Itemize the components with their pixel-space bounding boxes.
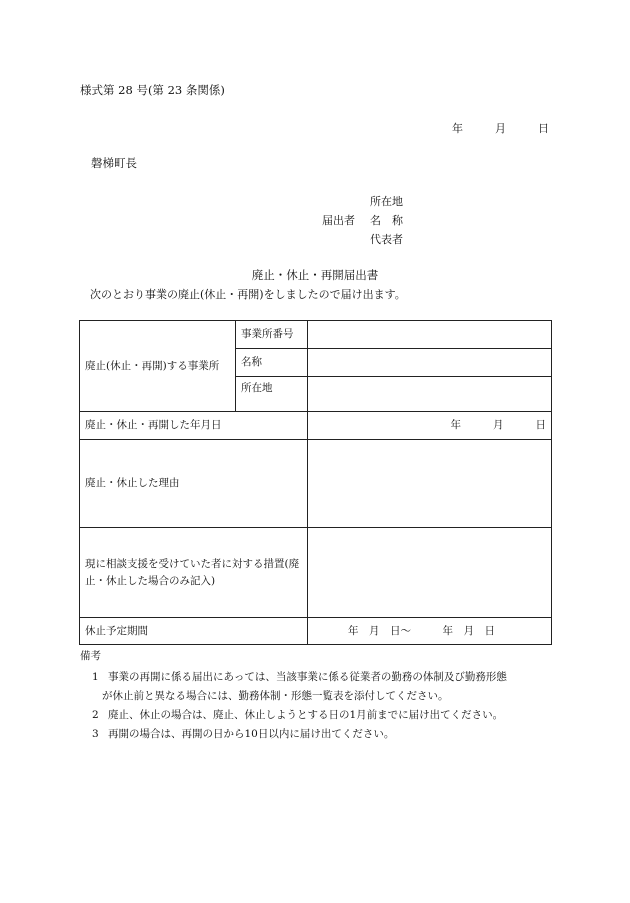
notification-table xyxy=(79,320,552,645)
notes-heading: 備考 xyxy=(80,650,101,662)
intro-text: 次のとおり事業の廃止(休止・再開)をしましたので届け出ます。 xyxy=(90,288,406,301)
reason-field[interactable] xyxy=(308,440,552,528)
establishment-number-label: 事業所番号 xyxy=(236,321,308,349)
date-day: 日 xyxy=(538,122,549,135)
notes-section xyxy=(80,647,560,744)
suspension-period-label: 休止予定期間 xyxy=(80,618,308,645)
establishment-name-field[interactable] xyxy=(308,349,552,377)
date-row-month: 月 xyxy=(493,419,504,431)
applicant-address-label: 所在地 xyxy=(370,195,403,208)
document-title: 廃止・休止・再開届出書 xyxy=(251,268,379,282)
establishment-address-field[interactable] xyxy=(308,377,552,412)
date-month: 月 xyxy=(495,122,506,135)
applicant-block xyxy=(322,193,442,253)
note-item-continuation: が休止前と異なる場合には、勤務体制・形態一覧表を添付してください。 xyxy=(102,690,449,702)
establishment-number-field[interactable] xyxy=(308,321,552,349)
establishment-name-label: 名称 xyxy=(236,349,308,377)
establishment-address-label: 所在地 xyxy=(236,377,308,412)
form-number: 様式第 28 号(第 23 条関係) xyxy=(80,83,225,97)
applicant-role: 届出者 xyxy=(322,214,355,227)
applicant-name-label: 名 称 xyxy=(370,214,403,227)
note-item: 3 再開の場合は、再開の日から10日以内に届け出てください。 xyxy=(92,728,395,740)
submission-date xyxy=(452,120,549,136)
date-row-day: 日 xyxy=(535,419,546,431)
addressee: 磐梯町長 xyxy=(91,156,137,170)
date-row-field[interactable] xyxy=(308,412,552,440)
measures-label: 現に相談支援を受けていた者に対する措置(廃止・休止した場合のみ記入) xyxy=(80,528,308,618)
date-year: 年 xyxy=(452,122,463,135)
suspension-period-field[interactable]: 年 月 日～ 年 月 日 xyxy=(308,618,552,645)
establishment-label: 廃止(休止・再開)する事業所 xyxy=(80,321,236,412)
note-item: 1 事業の再開に係る届出にあっては、当該事業に係る従業者の勤務の体制及び勤務形態 xyxy=(92,671,507,683)
measures-field[interactable] xyxy=(308,528,552,618)
date-row-year: 年 xyxy=(450,419,461,431)
applicant-representative-label: 代表者 xyxy=(370,233,403,246)
note-item: 2 廃止、休止の場合は、廃止、休止しようとする日の1月前までに届け出てください。 xyxy=(92,709,504,721)
reason-label: 廃止・休止した理由 xyxy=(80,440,308,528)
date-row-label: 廃止・休止・再開した年月日 xyxy=(80,412,308,440)
